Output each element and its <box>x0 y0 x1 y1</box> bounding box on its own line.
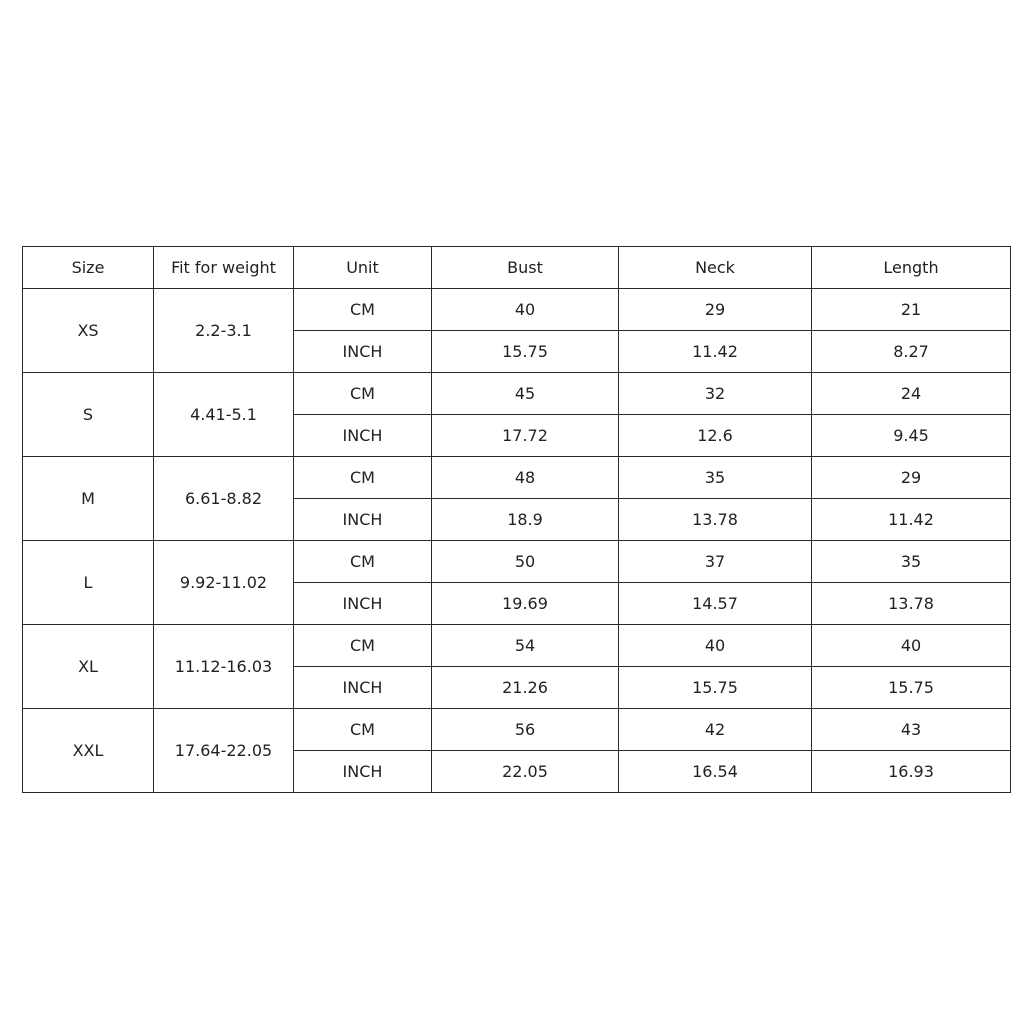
weight-cell: 9.92-11.02 <box>154 541 294 625</box>
header-fit-for-weight: Fit for weight <box>154 247 294 289</box>
length-cell: 29 <box>812 457 1011 499</box>
length-cell: 15.75 <box>812 667 1011 709</box>
size-cell: M <box>23 457 154 541</box>
length-cell: 35 <box>812 541 1011 583</box>
neck-cell: 35 <box>619 457 812 499</box>
unit-cell: INCH <box>294 331 432 373</box>
bust-cell: 19.69 <box>432 583 619 625</box>
weight-cell: 17.64-22.05 <box>154 709 294 793</box>
unit-cell: INCH <box>294 415 432 457</box>
length-cell: 40 <box>812 625 1011 667</box>
table-row <box>23 457 1011 499</box>
bust-cell: 18.9 <box>432 499 619 541</box>
table-row <box>23 625 1011 667</box>
size-cell: XXL <box>23 709 154 793</box>
length-cell: 13.78 <box>812 583 1011 625</box>
neck-cell: 14.57 <box>619 583 812 625</box>
header-length: Length <box>812 247 1011 289</box>
length-cell: 8.27 <box>812 331 1011 373</box>
length-cell: 11.42 <box>812 499 1011 541</box>
neck-cell: 16.54 <box>619 751 812 793</box>
size-cell: XL <box>23 625 154 709</box>
bust-cell: 54 <box>432 625 619 667</box>
neck-cell: 40 <box>619 625 812 667</box>
length-cell: 9.45 <box>812 415 1011 457</box>
unit-cell: INCH <box>294 667 432 709</box>
weight-cell: 6.61-8.82 <box>154 457 294 541</box>
neck-cell: 12.6 <box>619 415 812 457</box>
table-row <box>23 709 1011 751</box>
unit-cell: INCH <box>294 583 432 625</box>
bust-cell: 56 <box>432 709 619 751</box>
bust-cell: 45 <box>432 373 619 415</box>
unit-cell: INCH <box>294 499 432 541</box>
length-cell: 16.93 <box>812 751 1011 793</box>
header-neck: Neck <box>619 247 812 289</box>
bust-cell: 22.05 <box>432 751 619 793</box>
neck-cell: 37 <box>619 541 812 583</box>
length-cell: 24 <box>812 373 1011 415</box>
neck-cell: 42 <box>619 709 812 751</box>
bust-cell: 48 <box>432 457 619 499</box>
weight-cell: 11.12-16.03 <box>154 625 294 709</box>
table-row <box>23 289 1011 331</box>
length-cell: 21 <box>812 289 1011 331</box>
weight-cell: 2.2-3.1 <box>154 289 294 373</box>
length-cell: 43 <box>812 709 1011 751</box>
neck-cell: 32 <box>619 373 812 415</box>
neck-cell: 11.42 <box>619 331 812 373</box>
unit-cell: CM <box>294 373 432 415</box>
bust-cell: 40 <box>432 289 619 331</box>
unit-cell: CM <box>294 625 432 667</box>
unit-cell: CM <box>294 457 432 499</box>
bust-cell: 50 <box>432 541 619 583</box>
unit-cell: CM <box>294 541 432 583</box>
neck-cell: 15.75 <box>619 667 812 709</box>
bust-cell: 17.72 <box>432 415 619 457</box>
unit-cell: INCH <box>294 751 432 793</box>
header-bust: Bust <box>432 247 619 289</box>
size-cell: L <box>23 541 154 625</box>
unit-cell: CM <box>294 709 432 751</box>
neck-cell: 29 <box>619 289 812 331</box>
header-size: Size <box>23 247 154 289</box>
bust-cell: 21.26 <box>432 667 619 709</box>
size-chart-table <box>22 246 1011 793</box>
table-row <box>23 541 1011 583</box>
table-row <box>23 373 1011 415</box>
unit-cell: CM <box>294 289 432 331</box>
size-cell: XS <box>23 289 154 373</box>
header-unit: Unit <box>294 247 432 289</box>
header-row <box>23 247 1011 289</box>
neck-cell: 13.78 <box>619 499 812 541</box>
size-cell: S <box>23 373 154 457</box>
bust-cell: 15.75 <box>432 331 619 373</box>
weight-cell: 4.41-5.1 <box>154 373 294 457</box>
